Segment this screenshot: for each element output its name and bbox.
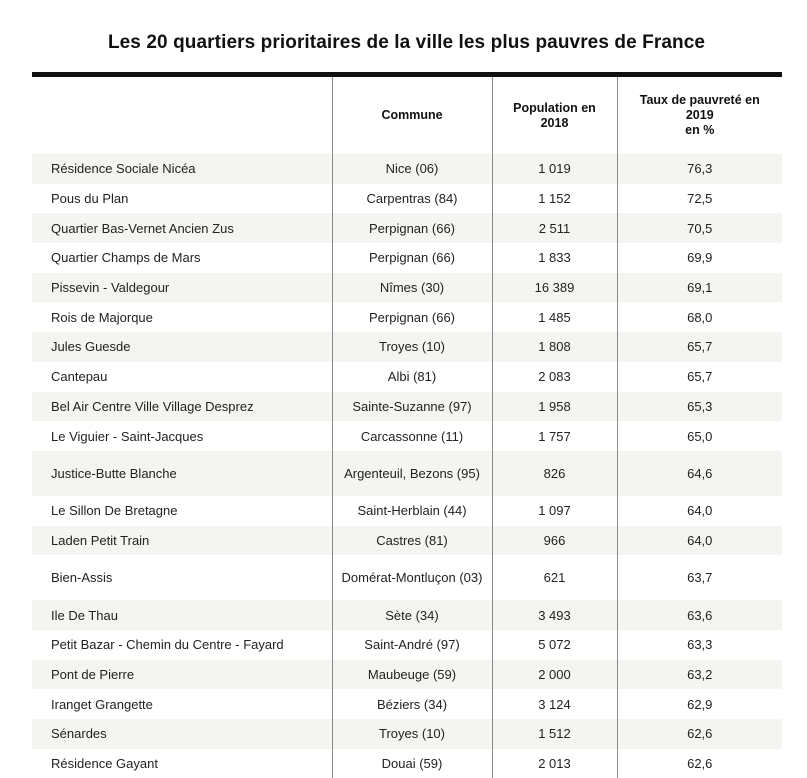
cell-commune: Saint-André (97): [332, 630, 492, 660]
column-header-population: Population en 2018: [492, 77, 617, 154]
table-row: [32, 184, 782, 214]
cell-quartier: Résidence Gayant: [32, 749, 332, 778]
table-row: [32, 302, 782, 332]
cell-taux: 63,7: [617, 555, 782, 600]
table-row: [32, 630, 782, 660]
table-row: [32, 526, 782, 556]
cell-taux: 72,5: [617, 184, 782, 214]
cell-population: 621: [492, 555, 617, 600]
cell-population: 1 019: [492, 154, 617, 184]
table-row: [32, 243, 782, 273]
table-header-row: [32, 77, 782, 154]
cell-quartier: Cantepau: [32, 362, 332, 392]
table-row: [32, 555, 782, 600]
cell-commune: Perpignan (66): [332, 302, 492, 332]
cell-taux: 76,3: [617, 154, 782, 184]
cell-quartier: Bien-Assis: [32, 555, 332, 600]
cell-taux: 63,3: [617, 630, 782, 660]
cell-commune: Maubeuge (59): [332, 660, 492, 690]
cell-commune: Carpentras (84): [332, 184, 492, 214]
cell-commune: Nîmes (30): [332, 273, 492, 303]
cell-population: 1 512: [492, 719, 617, 749]
column-header-quartier: [32, 77, 332, 154]
poverty-table: [32, 77, 782, 778]
table-row: [32, 660, 782, 690]
cell-quartier: Jules Guesde: [32, 332, 332, 362]
cell-taux: 65,7: [617, 362, 782, 392]
cell-commune: Perpignan (66): [332, 213, 492, 243]
table-row: [32, 213, 782, 243]
table-row: [32, 689, 782, 719]
cell-commune: Albi (81): [332, 362, 492, 392]
cell-population: 2 000: [492, 660, 617, 690]
cell-taux: 69,9: [617, 243, 782, 273]
cell-commune: Argenteuil, Bezons (95): [332, 451, 492, 496]
cell-population: 3 124: [492, 689, 617, 719]
cell-commune: Sète (34): [332, 600, 492, 630]
cell-quartier: Pont de Pierre: [32, 660, 332, 690]
cell-quartier: Résidence Sociale Nicéa: [32, 154, 332, 184]
cell-quartier: Sénardes: [32, 719, 332, 749]
cell-commune: Domérat-Montluçon (03): [332, 555, 492, 600]
table-row: [32, 273, 782, 303]
cell-taux: 62,6: [617, 719, 782, 749]
cell-taux: 62,6: [617, 749, 782, 778]
cell-commune: Douai (59): [332, 749, 492, 778]
table-row: [32, 749, 782, 778]
cell-quartier: Bel Air Centre Ville Village Desprez: [32, 392, 332, 422]
table-row: [32, 154, 782, 184]
cell-taux: 64,0: [617, 496, 782, 526]
cell-commune: Sainte-Suzanne (97): [332, 392, 492, 422]
table-row: [32, 719, 782, 749]
cell-quartier: Le Viguier - Saint-Jacques: [32, 421, 332, 451]
cell-population: 2 511: [492, 213, 617, 243]
table-row: [32, 451, 782, 496]
table-row: [32, 392, 782, 422]
table-row: [32, 496, 782, 526]
cell-taux: 64,0: [617, 526, 782, 556]
table-row: [32, 362, 782, 392]
cell-commune: Saint-Herblain (44): [332, 496, 492, 526]
cell-population: 1 958: [492, 392, 617, 422]
cell-commune: Perpignan (66): [332, 243, 492, 273]
cell-quartier: Justice-Butte Blanche: [32, 451, 332, 496]
cell-population: 16 389: [492, 273, 617, 303]
cell-population: 1 152: [492, 184, 617, 214]
cell-taux: 65,7: [617, 332, 782, 362]
table-row: [32, 421, 782, 451]
cell-taux: 62,9: [617, 689, 782, 719]
cell-population: 1 808: [492, 332, 617, 362]
cell-taux: 63,2: [617, 660, 782, 690]
column-header-commune: Commune: [332, 77, 492, 154]
cell-commune: Carcassonne (11): [332, 421, 492, 451]
cell-quartier: Rois de Majorque: [32, 302, 332, 332]
cell-population: 1 097: [492, 496, 617, 526]
cell-population: 2 013: [492, 749, 617, 778]
table-row: [32, 332, 782, 362]
table-title: Les 20 quartiers prioritaires de la ville les plus pauvres de France: [107, 32, 706, 53]
cell-commune: Castres (81): [332, 526, 492, 556]
cell-taux: 65,0: [617, 421, 782, 451]
cell-population: 2 083: [492, 362, 617, 392]
cell-population: 1 485: [492, 302, 617, 332]
cell-commune: Troyes (10): [332, 719, 492, 749]
cell-population: 5 072: [492, 630, 617, 660]
cell-quartier: Quartier Bas-Vernet Ancien Zus: [32, 213, 332, 243]
cell-taux: 64,6: [617, 451, 782, 496]
cell-quartier: Iranget Grangette: [32, 689, 332, 719]
cell-quartier: Ile De Thau: [32, 600, 332, 630]
cell-quartier: Quartier Champs de Mars: [32, 243, 332, 273]
cell-taux: 70,5: [617, 213, 782, 243]
cell-taux: 69,1: [617, 273, 782, 303]
cell-taux: 65,3: [617, 392, 782, 422]
cell-taux: 68,0: [617, 302, 782, 332]
cell-population: 1 757: [492, 421, 617, 451]
cell-commune: Nice (06): [332, 154, 492, 184]
cell-quartier: Pissevin - Valdegour: [32, 273, 332, 303]
cell-quartier: Pous du Plan: [32, 184, 332, 214]
table-body: [32, 154, 782, 778]
cell-population: 826: [492, 451, 617, 496]
cell-population: 1 833: [492, 243, 617, 273]
cell-quartier: Le Sillon De Bretagne: [32, 496, 332, 526]
cell-taux: 63,6: [617, 600, 782, 630]
cell-population: 966: [492, 526, 617, 556]
cell-commune: Troyes (10): [332, 332, 492, 362]
cell-population: 3 493: [492, 600, 617, 630]
cell-commune: Béziers (34): [332, 689, 492, 719]
cell-quartier: Petit Bazar - Chemin du Centre - Fayard: [32, 630, 332, 660]
column-header-taux: Taux de pauvreté en 2019 en %: [617, 77, 782, 154]
table-row: [32, 600, 782, 630]
cell-quartier: Laden Petit Train: [32, 526, 332, 556]
